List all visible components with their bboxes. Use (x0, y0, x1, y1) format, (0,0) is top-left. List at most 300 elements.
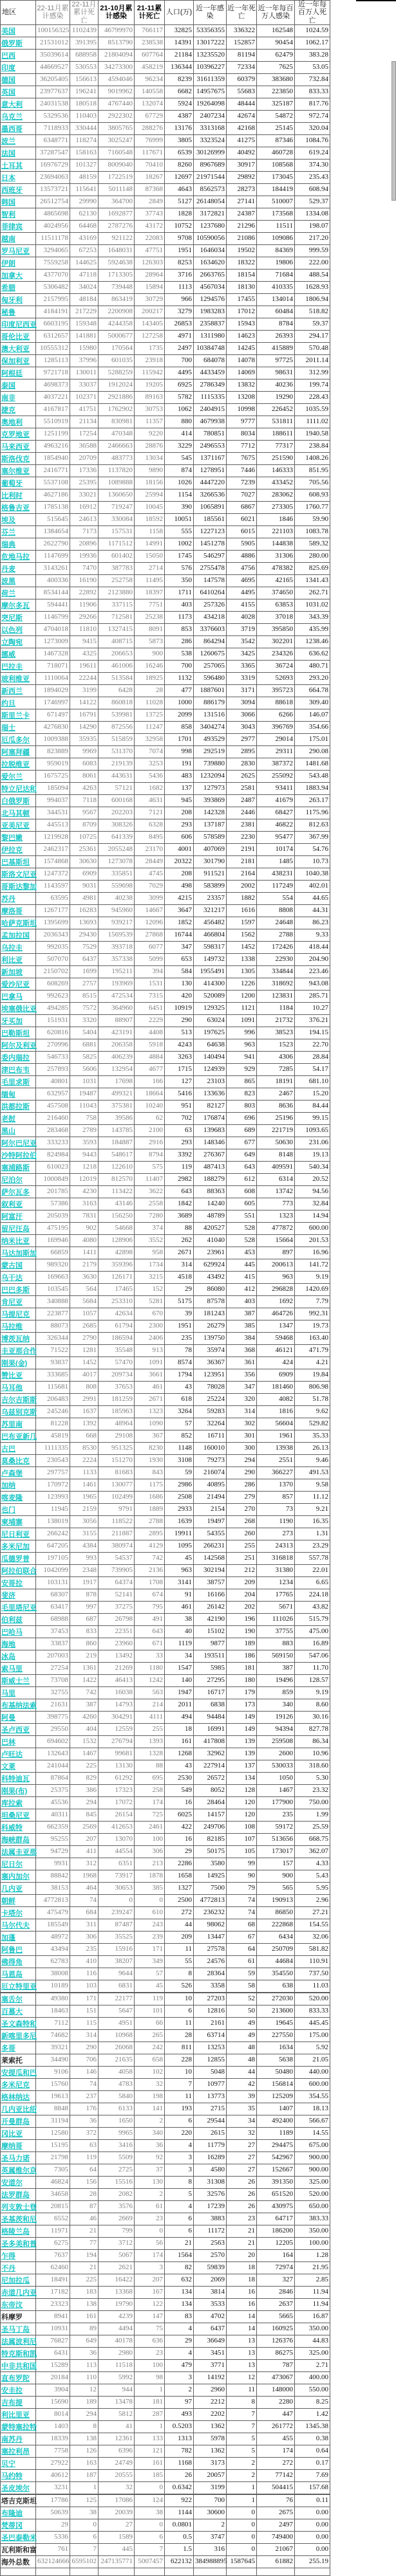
region-link[interactable]: 厄立特里亚 (1, 1982, 37, 1991)
region-link[interactable]: 玻利维亚 (1, 675, 30, 683)
region-link[interactable]: 梵蒂冈 (1, 2521, 23, 2530)
value-cell: 18267 (135, 171, 165, 183)
region-link[interactable]: 圣马丁岛 (1, 2325, 30, 2334)
region-link[interactable]: 希腊 (1, 284, 15, 292)
value-cell: 1113 (165, 281, 194, 293)
region-link[interactable]: 巴基斯坦 (1, 858, 30, 866)
value-cell: 1762902 (99, 403, 135, 416)
region-link[interactable]: 埃及 (1, 516, 15, 524)
value-cell: 3552 (135, 1234, 165, 1247)
region-link[interactable]: 孟加拉国 (1, 931, 30, 940)
region-link[interactable]: 津巴布韦 (1, 1066, 30, 1074)
value-cell: 3747 (194, 2531, 227, 2543)
region-link[interactable]: 越南 (1, 235, 15, 243)
value-cell: 234326 (257, 648, 295, 660)
value-cell: 147578 (194, 574, 227, 587)
table-row (1, 1149, 330, 1161)
region-link[interactable]: 英属维尔京 (1, 2166, 37, 2175)
region-link[interactable]: 苏里南 (1, 1420, 23, 1429)
value-cell: 3358 (194, 1980, 227, 1993)
value-cell: 7118933 (36, 122, 70, 134)
region-link[interactable]: 斯洛伐克 (1, 455, 30, 463)
value-cell: 3141 (165, 1576, 194, 1589)
region-link[interactable]: 阿塞拜疆 (1, 748, 30, 756)
value-cell: 32 (99, 2481, 135, 2494)
region-link[interactable]: 保加利亚 (1, 357, 30, 365)
value-cell: 943.08 (295, 978, 330, 990)
region-link[interactable]: 圣皮埃尔 (1, 2484, 30, 2492)
region-link[interactable]: 马来西亚 (1, 443, 30, 451)
value-cell: 40 (165, 1625, 194, 1638)
value-cell: 13447 (194, 1931, 227, 1943)
region-link[interactable]: 古巴 (1, 1445, 15, 1453)
region-link[interactable]: 利比亚 (1, 956, 23, 964)
value-cell: 787 (257, 2359, 295, 2371)
value-cell: 5782 (165, 391, 194, 403)
table-row (1, 2029, 330, 2042)
region-link[interactable]: 马约特 (1, 2472, 23, 2480)
region-cell (1, 1993, 36, 2005)
region-link[interactable]: 芬兰 (1, 528, 15, 536)
region-link[interactable]: 蒙特塞拉特 (1, 2423, 37, 2431)
region-link[interactable]: 纳米比亚 (1, 1237, 30, 1245)
region-link[interactable]: 摩洛哥 (1, 907, 23, 915)
region-link[interactable]: 斐济 (1, 1591, 15, 1600)
value-cell: 475.00 (295, 1625, 330, 1638)
value-cell: 5606 (70, 1063, 99, 1075)
region-link[interactable]: 马恩岛 (1, 1970, 23, 1978)
region-link[interactable]: 刚果(金) (1, 1359, 28, 1367)
region-link[interactable]: 立陶宛 (1, 638, 23, 646)
region-link[interactable]: 多米尼加 (1, 1542, 30, 1551)
region-link[interactable]: 圣马力诺 (1, 2154, 30, 2162)
value-cell: 6552 (36, 2213, 70, 2225)
region-link[interactable]: 尼泊尔 (1, 1176, 23, 1184)
region-link[interactable]: 阿尔及利亚 (1, 1041, 37, 1050)
value-cell: 181243 (194, 1308, 227, 1320)
region-link[interactable]: 刚果(布) (1, 1787, 28, 1795)
region-link[interactable]: 牙买加 (1, 1017, 23, 1025)
region-link[interactable]: 法国 (1, 149, 15, 158)
region-link[interactable]: 危地马拉 (1, 553, 30, 561)
region-link[interactable]: 巴哈马 (1, 1628, 23, 1636)
region-link[interactable]: 阿拉伯联合 (1, 1567, 37, 1575)
region-link[interactable]: 厄瓜多尔 (1, 736, 30, 744)
value-cell: 1273078 (99, 855, 135, 868)
region-link[interactable]: 赤道几内亚 (1, 2288, 37, 2297)
region-link[interactable]: 泰国 (1, 381, 15, 390)
value-cell: 18491 (36, 2274, 70, 2286)
value-cell: 1597 (227, 917, 257, 929)
region-link[interactable]: 克罗地亚 (1, 430, 30, 439)
region-link[interactable]: 摩纳哥 (1, 2142, 23, 2150)
region-link[interactable]: 伊朗 (1, 259, 15, 268)
region-link[interactable]: 瑞士 (1, 724, 15, 732)
region-link[interactable]: 海峡群岛 (1, 1836, 30, 1844)
region-link[interactable]: 吉布提 (1, 2398, 23, 2407)
value-cell: 773 (257, 1198, 295, 1210)
region-link[interactable]: 布基纳法索 (1, 1701, 37, 1710)
region-link[interactable]: 马尔代夫 (1, 1921, 30, 1930)
region-link[interactable]: 斯洛文尼亚 (1, 870, 37, 879)
region-link[interactable]: 洪都拉斯 (1, 1102, 30, 1111)
value-cell: 287 (135, 2408, 165, 2420)
value-cell: 180518 (70, 98, 99, 110)
value-cell: 750.00 (295, 1796, 330, 1809)
region-link[interactable]: 莫桑比克 (1, 1457, 30, 1465)
region-cell (1, 1100, 36, 1112)
region-link[interactable]: 中非共和国 (1, 2362, 37, 2370)
region-link[interactable]: 圣多美和普 (1, 2240, 37, 2248)
region-link[interactable]: 塞内加尔 (1, 1872, 30, 1881)
region-link[interactable]: 阿尔巴尼亚 (1, 1139, 37, 1147)
region-link[interactable]: 委内瑞拉 (1, 1054, 30, 1062)
value-cell: 1278951 (194, 464, 227, 477)
region-link[interactable]: 蒙古国 (1, 1261, 23, 1270)
region-link[interactable]: 伊拉克 (1, 846, 23, 854)
region-link[interactable]: 塞浦路斯 (1, 1164, 30, 1172)
region-link[interactable]: 荷兰 (1, 589, 15, 598)
region-link[interactable]: 阿曼 (1, 1713, 15, 1722)
value-cell: 3622 (135, 1185, 165, 1198)
region-link[interactable]: 马耳他 (1, 1384, 23, 1392)
region-link[interactable]: 斯威士兰 (1, 1677, 30, 1685)
region-link[interactable]: 几内亚比绍 (1, 2105, 37, 2114)
value-cell: 23170 (135, 843, 165, 855)
value-cell: 0.00 (295, 2531, 330, 2543)
region-link[interactable]: 摩尔多瓦 (1, 601, 30, 610)
region-link[interactable]: 布隆迪 (1, 2509, 23, 2517)
region-link[interactable]: 赞比亚 (1, 1371, 23, 1380)
region-link[interactable]: 英国 (1, 88, 15, 96)
region-link[interactable]: 加拿大 (1, 271, 23, 280)
region-link[interactable]: 马拉维 (1, 1322, 23, 1331)
region-link[interactable]: 新西兰 (1, 687, 23, 695)
value-cell: 491.53 (295, 1466, 330, 1479)
region-link[interactable]: 亚美尼亚 (1, 821, 30, 830)
value-cell: 921122 (99, 232, 135, 244)
region-cell (1, 1198, 36, 1210)
region-link[interactable]: 格陵兰岛 (1, 2227, 30, 2236)
region-link[interactable]: 巴西 (1, 51, 15, 60)
region-link[interactable]: 巴布亚新几 (1, 1432, 37, 1441)
region-link[interactable]: 沙特阿拉伯 (1, 1151, 37, 1160)
region-link[interactable]: 印度尼西亚 (1, 320, 37, 329)
region-link[interactable]: 加纳 (1, 1481, 15, 1490)
region-link[interactable]: 阿根廷 (1, 369, 23, 378)
region-link[interactable]: 塞尔维亚 (1, 467, 30, 475)
region-link[interactable]: 不丹 (1, 2264, 15, 2272)
table-row (1, 1173, 330, 1185)
region-link[interactable]: 巴巴多斯 (1, 1286, 30, 1294)
table-row (1, 2261, 330, 2274)
region-link[interactable]: 博茨瓦纳 (1, 1335, 30, 1343)
value-cell: 671497 (36, 709, 70, 721)
region-link[interactable]: 哥伦比亚 (1, 333, 30, 341)
value-cell: 364960 (99, 1002, 135, 1014)
region-link[interactable]: 尼日尔 (1, 1860, 23, 1868)
region-link[interactable]: 尼加拉瓜 (1, 2276, 30, 2285)
region-link[interactable]: 巴拉圭 (1, 662, 23, 671)
region-link[interactable]: 智利 (1, 210, 15, 219)
region-link[interactable]: 圣卢西亚 (1, 1726, 30, 1734)
region-link[interactable]: 法属圭亚那 (1, 1848, 37, 1856)
region-link[interactable]: 拉脱维亚 (1, 760, 30, 769)
value-cell: 513584 (99, 672, 135, 684)
value-cell: 247135771 (99, 2555, 135, 2568)
region-link[interactable]: 科威特 (1, 1823, 23, 1832)
value-cell: 181259 (99, 1393, 135, 1405)
region-link[interactable]: 南非 (1, 394, 15, 402)
region-link[interactable]: 塞舌尔 (1, 1995, 23, 2004)
value-cell: 223850 (257, 86, 295, 98)
region-link[interactable]: 冈比亚 (1, 2130, 23, 2138)
region-link[interactable]: 也门 (1, 1506, 15, 1514)
value-cell: 5510919 (36, 416, 70, 428)
value-cell: 337115 (99, 599, 135, 611)
region-link[interactable]: 索马里 (1, 1665, 23, 1673)
region-link[interactable]: 特克斯和凯 (1, 2350, 37, 2358)
region-link[interactable]: 肯尼亚 (1, 1298, 23, 1306)
region-link[interactable]: 乍得 (1, 2252, 15, 2260)
region-link[interactable]: 卡塔尔 (1, 1909, 23, 1917)
value-cell: 2615 (194, 2127, 227, 2139)
region-link[interactable]: 尼日利亚 (1, 1530, 30, 1539)
scrollbar-thumb[interactable] (391, 61, 396, 201)
region-cell (1, 1674, 36, 1686)
value-cell: 922 (165, 2494, 194, 2507)
value-cell: 62479 (257, 49, 295, 61)
region-link[interactable]: 土耳其 (1, 161, 23, 170)
region-link[interactable]: 塞拉利昂 (1, 2447, 30, 2456)
region-link[interactable]: 丹麦 (1, 565, 15, 573)
region-label: 莱索托 (1, 2056, 23, 2065)
value-cell: 301 (227, 1430, 257, 1442)
region-link[interactable]: 几内亚 (1, 1885, 23, 1893)
region-link[interactable]: 老挝 (1, 1115, 15, 1123)
region-cell (1, 1515, 36, 1528)
region-link[interactable]: 德国 (1, 76, 15, 84)
region-link[interactable]: 多米尼克 (1, 2081, 30, 2089)
region-link[interactable]: 安圭拉 (1, 2386, 23, 2395)
value-cell: 1184 (257, 1002, 295, 1014)
region-link[interactable]: 墨西哥 (1, 125, 23, 133)
region-link[interactable]: 阿鲁巴 (1, 1946, 23, 1954)
value-cell: 62 (135, 1112, 165, 1124)
region-link[interactable]: 吉尔吉斯斯 (1, 1396, 37, 1404)
region-link[interactable]: 利比里亚 (1, 2411, 30, 2419)
value-cell: 443631 (99, 770, 135, 782)
value-cell: 8808 (257, 904, 295, 917)
region-link[interactable]: 缅甸 (1, 1090, 15, 1099)
region-link[interactable]: 苏丹 (1, 895, 15, 903)
region-link[interactable]: 罗马尼亚 (1, 247, 30, 255)
value-cell: 16422 (99, 2274, 135, 2286)
region-link[interactable]: 韩国 (1, 198, 15, 206)
region-link[interactable]: 南苏丹 (1, 2435, 23, 2444)
value-cell: 1305 (227, 965, 257, 978)
col-header: 近一年每百万人感染 (257, 1, 295, 25)
region-link[interactable]: 格林纳达 (1, 2093, 30, 2101)
value-cell: 403 (165, 599, 194, 611)
value-cell: 57 (135, 1968, 165, 1980)
region-link[interactable]: 开曼群岛 (1, 2117, 30, 2126)
region-link[interactable]: 波黑 (1, 577, 15, 585)
value-cell: 90 (227, 1870, 257, 1882)
region-link[interactable]: 西班牙 (1, 186, 23, 194)
region-link[interactable]: 葡萄牙 (1, 479, 23, 488)
region-link[interactable]: 卢旺达 (1, 1750, 23, 1758)
value-cell: 228.43 (295, 391, 330, 403)
region-link[interactable]: 瑞典 (1, 540, 15, 549)
value-cell: 1 (135, 2420, 165, 2433)
value-cell: 2671 (165, 1247, 194, 1259)
region-link[interactable]: 安哥拉 (1, 1579, 23, 1587)
region-cell (1, 37, 36, 49)
region-link[interactable]: 卢森堡 (1, 1469, 23, 1477)
region-link[interactable]: 特立尼达和 (1, 785, 37, 793)
region-link[interactable]: 哥斯达黎加 (1, 882, 37, 891)
region-link[interactable]: 法罗群岛 (1, 2191, 30, 2199)
region-link[interactable]: 直布罗陀 (1, 2374, 30, 2382)
region-cell (1, 574, 36, 587)
region-link[interactable]: 秘鲁 (1, 308, 15, 316)
region-link[interactable]: 坦桑尼亚 (1, 1811, 30, 1820)
region-link[interactable]: 百慕大 (1, 2007, 23, 2016)
value-cell: 1658 (165, 1870, 194, 1882)
region-link[interactable]: 新喀里多尼 (1, 2032, 37, 2040)
region-link[interactable]: 以色列 (1, 626, 23, 634)
region-link[interactable]: 毛里塔尼亚 (1, 1603, 37, 1612)
region-cell (1, 183, 36, 196)
value-cell: 945960 (99, 904, 135, 917)
region-link[interactable]: 巴林 (1, 1738, 15, 1746)
value-cell: 4017 (70, 1369, 99, 1381)
region-link[interactable]: 爱尔兰 (1, 772, 23, 781)
region-link[interactable]: 冰岛 (1, 1652, 15, 1661)
region-link[interactable]: 奥地利 (1, 418, 23, 426)
region-link[interactable]: 海地 (1, 1640, 15, 1649)
region-link[interactable]: 新加坡 (1, 968, 23, 976)
region-link[interactable]: 乌兹别克斯 (1, 1408, 37, 1416)
region-link[interactable]: 法属波利尼 (1, 2337, 37, 2346)
region-link[interactable]: 捷克 (1, 406, 15, 414)
value-cell: 5.30 (295, 1772, 330, 1784)
region-link[interactable]: 巴拿马 (1, 992, 23, 1001)
value-cell: 1327415 (99, 623, 135, 635)
value-cell: 1338 (227, 953, 257, 965)
region-link[interactable]: 北马其顿 (1, 809, 30, 818)
region-link[interactable]: 黎巴嫩 (1, 834, 23, 842)
region-link[interactable]: 圭亚那合作 (1, 1347, 37, 1355)
region-link[interactable]: 挪威 (1, 650, 15, 659)
region-link[interactable]: 匈牙利 (1, 296, 23, 304)
region-link[interactable]: 爱沙尼亚 (1, 980, 30, 989)
value-cell: 670 (135, 1308, 165, 1320)
region-link[interactable]: 圣基茨和尼 (1, 2215, 37, 2224)
region-link[interactable]: 圣文森特和 (1, 2020, 37, 2028)
region-link[interactable]: 黑山 (1, 1127, 15, 1135)
region-link[interactable]: 喀麦隆 (1, 1494, 23, 1502)
region-link[interactable]: 安提瓜和巴 (1, 2069, 37, 2077)
value-cell: 0 (227, 2519, 257, 2531)
region-link[interactable]: 阿富汗 (1, 1212, 23, 1221)
region-link[interactable]: 留尼汪岛 (1, 1225, 30, 1233)
value-cell: 44 (165, 1919, 194, 1931)
region-link[interactable]: 菲律宾 (1, 223, 23, 231)
region-link[interactable]: 白俄罗斯 (1, 797, 30, 805)
value-cell: 214 (135, 1699, 165, 1711)
col-header: 近一年死亡 (227, 1, 257, 25)
region-link[interactable]: 贝宁 (1, 2460, 15, 2468)
value-cell: 865 (227, 1075, 257, 1088)
region-link[interactable]: 意大利 (1, 100, 23, 109)
region-link[interactable]: 波兰 (1, 137, 15, 145)
region-link[interactable]: 安道尔 (1, 2179, 23, 2187)
region-link[interactable]: 圣巴泰勒米 (1, 2534, 37, 2542)
region-link[interactable]: 马里 (1, 1689, 15, 1697)
table-row (1, 611, 330, 623)
region-link[interactable]: 萨尔瓦多 (1, 1188, 30, 1196)
region-link[interactable]: 文莱 (1, 1762, 15, 1771)
region-link[interactable]: 突尼斯 (1, 614, 23, 622)
region-link[interactable]: 埃塞俄比亚 (1, 1005, 37, 1013)
value-cell: 528 (227, 1222, 257, 1234)
region-link[interactable]: 斯里兰卡 (1, 711, 30, 720)
region-link[interactable]: 俄罗斯 (1, 39, 23, 48)
region-link[interactable]: 伯利兹 (1, 1616, 23, 1624)
region-link[interactable]: 格鲁吉亚 (1, 504, 30, 512)
region-link[interactable]: 多哥 (1, 2044, 15, 2052)
value-cell: 173017 (257, 1845, 295, 1858)
region-link[interactable]: 柬埔寨 (1, 1518, 23, 1526)
region-link[interactable]: 哈萨克斯坦 (1, 919, 37, 927)
region-link[interactable]: 乌拉圭 (1, 944, 23, 952)
value-cell: 57386 (36, 1198, 70, 1210)
region-link[interactable]: 马达加斯加 (1, 1249, 37, 1257)
region-link[interactable]: 库拉索 (1, 1799, 23, 1807)
value-cell: 1251199 (36, 428, 70, 440)
value-cell: 25145 (257, 122, 295, 134)
region-cell (1, 1589, 36, 1601)
region-link[interactable]: 佛得角 (1, 1958, 23, 1966)
region-link[interactable]: 乌克兰 (1, 113, 23, 121)
region-link[interactable]: 毛里求斯 (1, 1078, 30, 1086)
region-link[interactable]: 巴勒斯坦 (1, 1029, 30, 1037)
value-cell: 1481.68 (295, 758, 330, 770)
region-link[interactable]: 澳大利亚 (1, 345, 30, 353)
value-cell: 8 (165, 1968, 194, 1980)
region-link[interactable]: 约旦 (1, 699, 15, 708)
region-link[interactable]: 科特迪瓦 (1, 1775, 30, 1783)
region-link[interactable]: 瓜德罗普 (1, 1555, 30, 1563)
value-cell: 21531012 (36, 37, 70, 49)
value-cell: 608.94 (295, 183, 330, 196)
region-link[interactable]: 列支敦士登 (1, 2203, 37, 2211)
region-link[interactable]: 印度 (1, 64, 15, 72)
region-link[interactable]: 日本 (1, 174, 15, 182)
region-link[interactable]: 加蓬 (1, 1933, 15, 1942)
value-cell: 6867 (227, 501, 257, 513)
region-link[interactable]: 东帝汶 (1, 2301, 23, 2309)
region-link[interactable]: 朝鲜 (1, 1897, 15, 1905)
region-link[interactable]: 叙利亚 (1, 1200, 23, 1209)
region-link[interactable]: 乌干达 (1, 1274, 23, 1282)
value-cell: 199.74 (295, 379, 330, 391)
region-link[interactable]: 美国 (1, 27, 15, 35)
region-link[interactable]: 马提尼克 (1, 1310, 30, 1319)
region-link[interactable]: 比利时 (1, 491, 23, 500)
